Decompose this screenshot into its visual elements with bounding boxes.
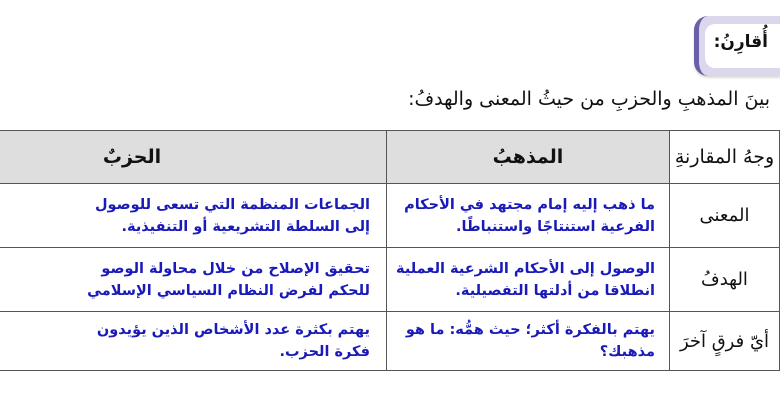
cell-line: مذهبك؟	[599, 344, 655, 360]
table-row	[0, 312, 780, 371]
header-hizb: الحزبٌ	[0, 131, 387, 184]
comparison-table	[0, 130, 780, 371]
cell-line: فكرة الحزب.	[279, 344, 370, 360]
row-aspect-other: أيّ فرقٍ آخرَ	[670, 312, 780, 371]
cell-line: تحقيق الإصلاح من خلال محاولة الوصو	[101, 260, 370, 277]
hizb-other-cell	[0, 312, 387, 371]
cell-line: ما ذهب إليه إمام مجتهد في الأحكام	[404, 196, 655, 213]
cell-line: للحكم لفرض النظام السياسي الإسلامي	[87, 282, 370, 299]
section-heading-inner	[705, 24, 780, 68]
header-madhab: المذهبُ	[387, 131, 670, 184]
hizb-goal-cell	[0, 248, 387, 312]
madhab-other-cell	[387, 312, 670, 371]
cell-line: يهتم بالفكرة أكثر؛ حيث همُّه: ما هو	[405, 322, 655, 338]
table-header-row	[0, 131, 780, 184]
hizb-meaning-cell	[0, 184, 387, 248]
row-aspect-meaning: المعنى	[670, 184, 780, 248]
section-heading-label: أُقارِنُ:	[713, 32, 768, 52]
cell-line: إلى السلطة التشريعية أو التنفيذية.	[121, 218, 370, 235]
cell-line: انطلاقا من أدلتها التفصيلية.	[455, 282, 655, 299]
madhab-meaning-cell	[387, 184, 670, 248]
row-aspect-goal: الهدفُ	[670, 248, 780, 312]
cell-line: الوصول إلى الأحكام الشرعية العملية	[396, 260, 655, 277]
cell-line: يهتم بكثرة عدد الأشخاص الذين يؤيدون	[96, 322, 370, 338]
instruction-text: بينَ المذهبِ والحزبِ من حيثُ المعنى والهدفُ:	[408, 88, 770, 110]
header-aspect: وجهُ المقارنةِ	[670, 131, 780, 184]
table-row	[0, 248, 780, 312]
cell-line: الجماعات المنظمة التي تسعى للوصول	[94, 196, 370, 213]
cell-line: الفرعية استنتاجًا واستنباطًا.	[456, 218, 655, 235]
madhab-goal-cell	[387, 248, 670, 312]
comparison-table-container	[0, 130, 780, 405]
section-heading-badge	[694, 16, 780, 76]
table-row	[0, 184, 780, 248]
